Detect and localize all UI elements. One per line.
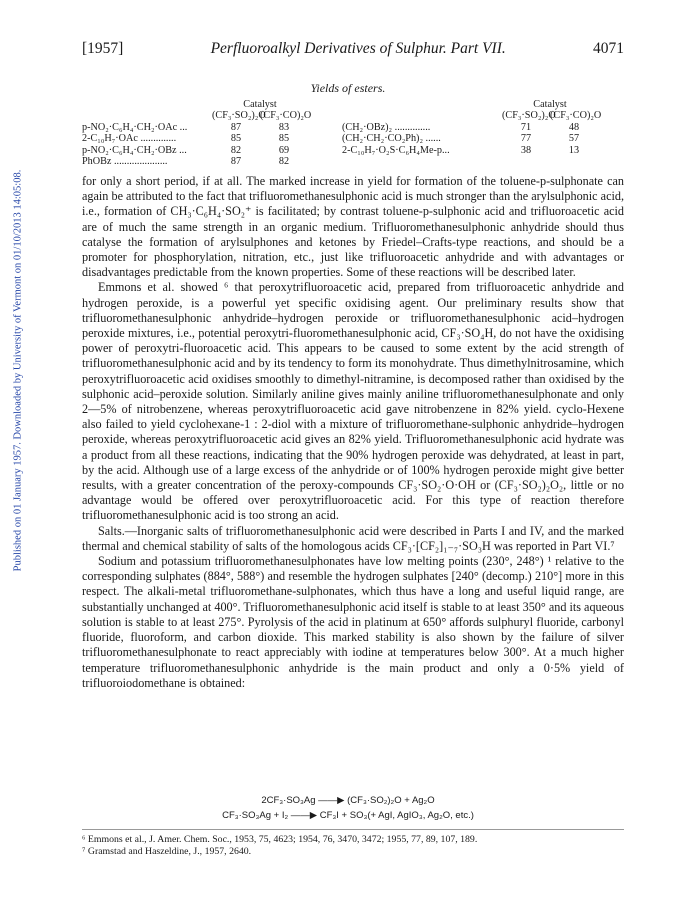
yield-value: 83	[278, 121, 290, 133]
yield-value: 38	[520, 144, 532, 156]
paragraph: Salts.—Inorganic salts of trifluoromethanesulphonic acid were described in Parts I and IV, and the marked thermal and chemical stability of salts of the homologous acids CF₃·[CF₂]₁₋₇·SO₃H was reported in Part VI.⁷	[82, 523, 624, 553]
yield-value: 71	[520, 121, 532, 133]
table-row	[82, 156, 308, 167]
yield-value: 13	[568, 144, 580, 156]
table-row	[342, 122, 598, 133]
paragraph: Sodium and potassium trifluoromethanesulphonates have low melting points (230°, 248°) ¹ relative to the corresponding sulphates (884°, 588°) and resemble the hydrogen sulphates [240° (decomp.) 210°] more in this respect. The alkali-metal trifluoromethane-sulphonates, which thus have a long and useful liquid range, are substantially unchanged at 400°. Trifluoromethanesulphonic acid itself is stable to at least 350° and its aqueous solution is stable to at least 275°. Pyrolysis of the acid in platinum at 650° affords sulphuryl fluoride, carbonyl fluoride, fluoroform, and carbon dioxide. This marked stability is also shown by the failure of silver trifluoromethanesulphonate to react appreciably with iodine at temperatures below 300°. At a much higher temperature trifluoromethanesulphonic anhydride is the main product and only a 0·5% yield of trifluoroiodomethane is obtained:	[82, 554, 624, 690]
download-watermark-text: Published on 01 January 1957. Downloaded by University of Vermont on 01/10/2013 14:05:08.	[12, 169, 24, 571]
footnote-rule	[82, 829, 624, 830]
paragraph: for only a short period, if at all. The marked increase in yield for formation of the toluene-p-sulphonate can again be attributed to the fact that trifluoromethanesulphonic acid is much stronger than the arylsulphonic acid, i.e., formation of CH₃·C₆H₄·SO₂⁺ is facilitated; by contrast toluene-p-sulphonic acid and trifluoroacetic acid are of much the same strength in an organic medium. Trifluoromethanesulphonic anhydride should thus catalyse the formation of arylsulphones and ketones by Friedel–Crafts-type reactions, and should be a promoter for phosphorylation, nitration, etc., just like trifluoroacetic anhydride and with advantages or disadvantages predictable from the known properties. Some of these reactions will be described later.	[82, 174, 624, 280]
ester-name: p-NO₂·C₆H₄·CH₂·OAc ...	[82, 121, 188, 133]
ester-name: (CH₂·CH₂·CO₂Ph)₂ ......	[342, 133, 441, 145]
equation: 2CF₃·SO₃Ag ——▶ (CF₃·SO₂)₂O + Ag₂O	[261, 795, 435, 806]
ester-name: 2-C₁₀H₇·O₂S·C₆H₄Me-p...	[342, 144, 450, 156]
paragraph: Emmons et al. showed ⁶ that peroxytrifluoroacetic acid, prepared from trifluoroacetic anhydride and hydrogen peroxide, is a powerful yet specific oxidising agent. Our preliminary results show that trifluoromethanesulphonic anhydride–hydrogen peroxide or trifluoromethanesulphonic acid–hydrogen peroxide mixtures, i.e., potential peroxytri-fluoromethanesulphonic acid, CF₃·SO₄H, do not have the oxidising power of peroxytri-fluoroacetic acid. This appears to be caused to some extent by the acid strength of trifluoromethanesulphonic acid and by its tendency to form its monohydrate. Thus dimethylnitrosamine, which peroxytrifluoroacetic acid oxidises smoothly to dimethyl-nitramine, is decomposed rather than oxidised by the sulphonic acid–peroxide solution. Similarly aniline gives mainly aniline trifluoromethanesulphonate and only 2—5% of nitrobenzene, whereas peroxytrifluoroacetic acid gave nitrobenzene in 82% yield. cyclo-Hexene also failed to yield cyclohexane-1 : 2-diol with a mixture of trifluoromethane-sulphonic anhydride–hydrogen peroxide, whereas peroxytrifluoroacetic acid gives an 82% yield. Trifluoromethanesulphonic acid hydrate was a product from all these reactions, indicating that the 90% hydrogen peroxide was dehydrated, at least in part, by the acid. Although use of a large excess of the anhydride or of 100% hydrogen peroxide might give better results, with a greater concentration of the peroxy-compounds CF₃·SO₂·O·OH or (CF₃·SO₂)₂O₂, little or no advantage would be offered over peroxytrifluoroacetic acid. For this type of reaction therefore trifluoromethanesulphonic acid is too strong an acid.	[82, 280, 624, 523]
yield-value: 85	[230, 133, 242, 145]
yield-value: 87	[230, 156, 242, 168]
table-col2-header: (CF₃·CO)₂O	[260, 110, 312, 122]
table-col1-header: (CF₃·SO₂)₂O	[502, 110, 556, 122]
footnote: ⁶ Emmons et al., J. Amer. Chem. Soc., 1953, 75, 4623; 1954, 76, 3470, 3472; 1955, 77, 89, 107, 189.	[82, 834, 478, 845]
equation: CF₃·SO₃Ag + I₂ ——▶ CF₃I + SO₃(+ AgI, AgIO₃, Ag₂O, etc.)	[222, 810, 474, 821]
yield-value: 82	[278, 156, 290, 168]
table-caption: Yields of esters.	[310, 81, 386, 95]
ester-name: p-NO₂·C₆H₄·CH₂·OBz ...	[82, 144, 187, 156]
yield-value: 82	[230, 144, 242, 156]
table-col1-header: (CF₃·SO₂)₂O	[212, 110, 266, 122]
header-page-number: 4071	[593, 40, 624, 57]
table-catalyst-label: Catalyst	[243, 99, 277, 110]
ester-name: (CH₂·OBz)₂ ..............	[342, 121, 431, 133]
table-catalyst-label: Catalyst	[533, 99, 567, 110]
table-row	[342, 133, 598, 144]
header-year: [1957]	[82, 40, 124, 57]
yield-value: 48	[568, 121, 580, 133]
yield-value: 77	[520, 133, 532, 145]
table-row	[342, 145, 598, 156]
table-row	[82, 133, 308, 144]
yields-table-right	[342, 99, 602, 156]
table-row	[82, 122, 308, 133]
table-row	[82, 145, 308, 156]
download-watermark	[10, 150, 26, 590]
ester-name: 2-C₁₀H₇·OAc ..............	[82, 133, 177, 145]
yield-value: 57	[568, 133, 580, 145]
table-col2-header: (CF₃·CO)₂O	[550, 110, 602, 122]
header-title: Perfluoroalkyl Derivatives of Sulphur. Part VII.	[210, 40, 506, 57]
yield-value: 69	[278, 144, 290, 156]
body-text	[82, 174, 624, 691]
running-header	[82, 40, 624, 58]
yield-value: 85	[278, 133, 290, 145]
yield-value: 87	[230, 121, 242, 133]
footnote: ⁷ Gramstad and Haszeldine, J., 1957, 2640.	[82, 846, 252, 857]
ester-name: PhOBz .....................	[82, 156, 168, 168]
yields-table-left	[82, 99, 312, 168]
